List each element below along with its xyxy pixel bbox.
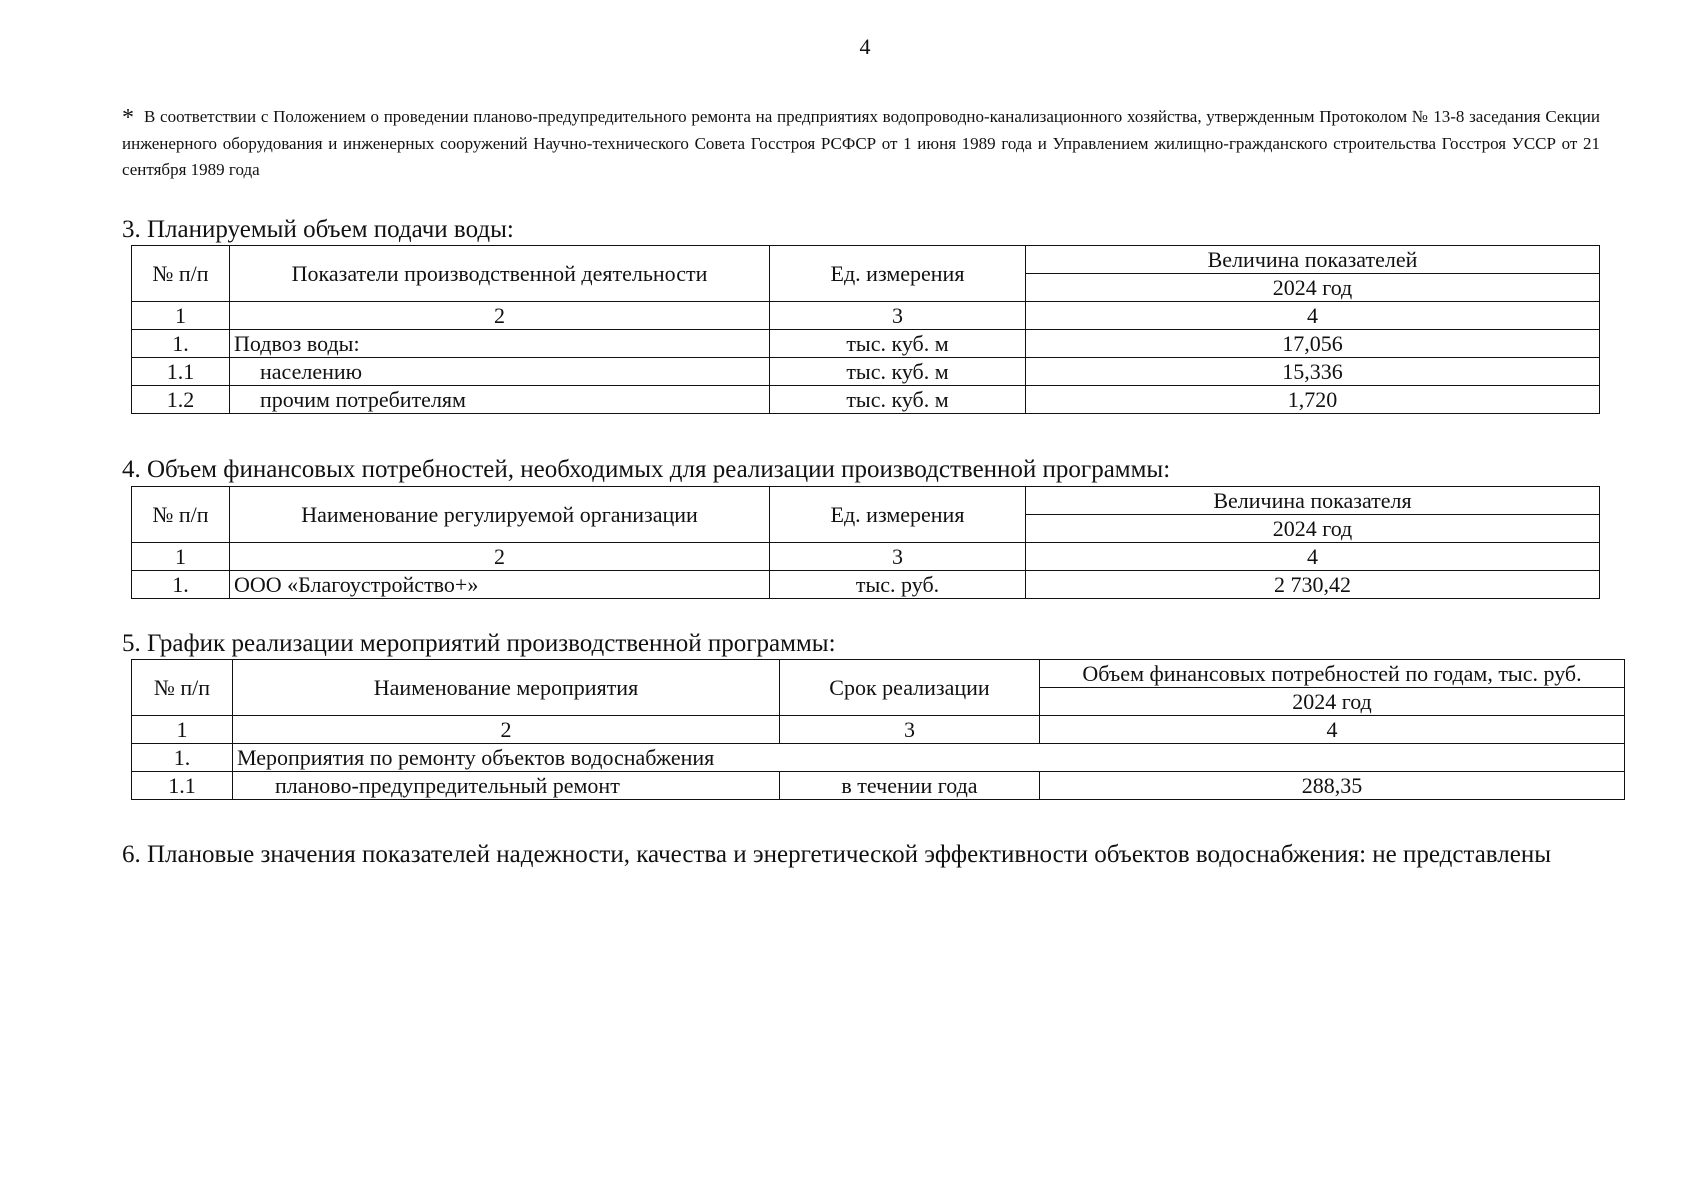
section-4-title: 4. Объем финансовых потребностей, необходимых для реализации производственной программы:: [122, 456, 1171, 483]
header-value-group: Величина показателей: [1026, 246, 1600, 274]
row-unit: тыс. руб.: [770, 571, 1026, 599]
table-group-row: [132, 744, 1625, 772]
table-row: [132, 358, 1600, 386]
footnote-marker: *: [122, 105, 134, 131]
row-value: 15,336: [1026, 358, 1600, 386]
column-number: 3: [770, 543, 1026, 571]
row-unit: тыс. куб. м: [770, 358, 1026, 386]
footnote: [122, 104, 1600, 183]
header-value-group: Величина показателя: [1026, 487, 1600, 515]
column-number: 2: [233, 716, 780, 744]
table-header-row: [132, 246, 1600, 274]
footnote-text: В соответствии с Положением о проведении планово-предупредительного ремонта на предприятиях водопроводно-канализационного хозяйства, утвержденным Протоколом № 13-8 заседания Секции инженерного оборудования и инженерных сооружений Научно-технического Совета Госстроя РСФСР от 1 июня 1989 года и Управлением жилищно-гражданского строительства Госстроя УССР от 21 сентября 1989 года: [122, 107, 1600, 179]
column-number: 1: [132, 302, 230, 330]
column-number: 4: [1040, 716, 1625, 744]
row-name: прочим потребителям: [230, 386, 770, 414]
row-value: 288,35: [1040, 772, 1625, 800]
header-year: 2024 год: [1026, 515, 1600, 543]
section-3-title: 3. Планируемый объем подачи воды:: [122, 216, 514, 243]
column-number: 1: [132, 716, 233, 744]
section-5-title: 5. График реализации мероприятий производственной программы:: [122, 630, 836, 657]
column-number-row: [132, 543, 1600, 571]
row-value: 17,056: [1026, 330, 1600, 358]
row-term: в течении года: [780, 772, 1040, 800]
header-name: Наименование мероприятия: [233, 660, 780, 716]
table-header-row: [132, 660, 1625, 688]
row-name: населению: [230, 358, 770, 386]
header-num: № п/п: [132, 660, 233, 716]
header-year: 2024 год: [1026, 274, 1600, 302]
header-num: № п/п: [132, 487, 230, 543]
column-number-row: [132, 302, 1600, 330]
row-num: 1.: [132, 330, 230, 358]
header-unit: Ед. измерения: [770, 246, 1026, 302]
column-number-row: [132, 716, 1625, 744]
row-num: 1.2: [132, 386, 230, 414]
header-unit: Ед. измерения: [770, 487, 1026, 543]
header-num: № п/п: [132, 246, 230, 302]
column-number: 3: [780, 716, 1040, 744]
column-number: 4: [1026, 302, 1600, 330]
row-name: ООО «Благоустройство+»: [230, 571, 770, 599]
water-supply-table: [131, 245, 1600, 414]
header-value-group: Объем финансовых потребностей по годам, тыс. руб.: [1040, 660, 1625, 688]
row-name: планово-предупредительный ремонт: [233, 772, 780, 800]
header-name: Показатели производственной деятельности: [230, 246, 770, 302]
table-row: [132, 571, 1600, 599]
page-number: 4: [859, 34, 871, 59]
column-number: 4: [1026, 543, 1600, 571]
row-unit: тыс. куб. м: [770, 330, 1026, 358]
row-num: 1.1: [132, 772, 233, 800]
row-value: 2 730,42: [1026, 571, 1600, 599]
group-name: Мероприятия по ремонту объектов водоснабжения: [233, 744, 1625, 772]
finance-table: [131, 486, 1600, 599]
header-year: 2024 год: [1040, 688, 1625, 716]
schedule-table: [131, 659, 1625, 800]
column-number: 2: [230, 543, 770, 571]
column-number: 3: [770, 302, 1026, 330]
row-unit: тыс. куб. м: [770, 386, 1026, 414]
column-number: 2: [230, 302, 770, 330]
row-num: 1.: [132, 571, 230, 599]
header-name: Наименование регулируемой организации: [230, 487, 770, 543]
row-value: 1,720: [1026, 386, 1600, 414]
table-row: [132, 386, 1600, 414]
table-header-row: [132, 487, 1600, 515]
column-number: 1: [132, 543, 230, 571]
row-num: 1.: [132, 744, 233, 772]
row-name: Подвоз воды:: [230, 330, 770, 358]
section-6-text: 6. Плановые значения показателей надежности, качества и энергетической эффективности объектов водоснабжения: не представлены: [122, 841, 1552, 868]
table-row: [132, 772, 1625, 800]
table-row: [132, 330, 1600, 358]
row-num: 1.1: [132, 358, 230, 386]
header-term: Срок реализации: [780, 660, 1040, 716]
